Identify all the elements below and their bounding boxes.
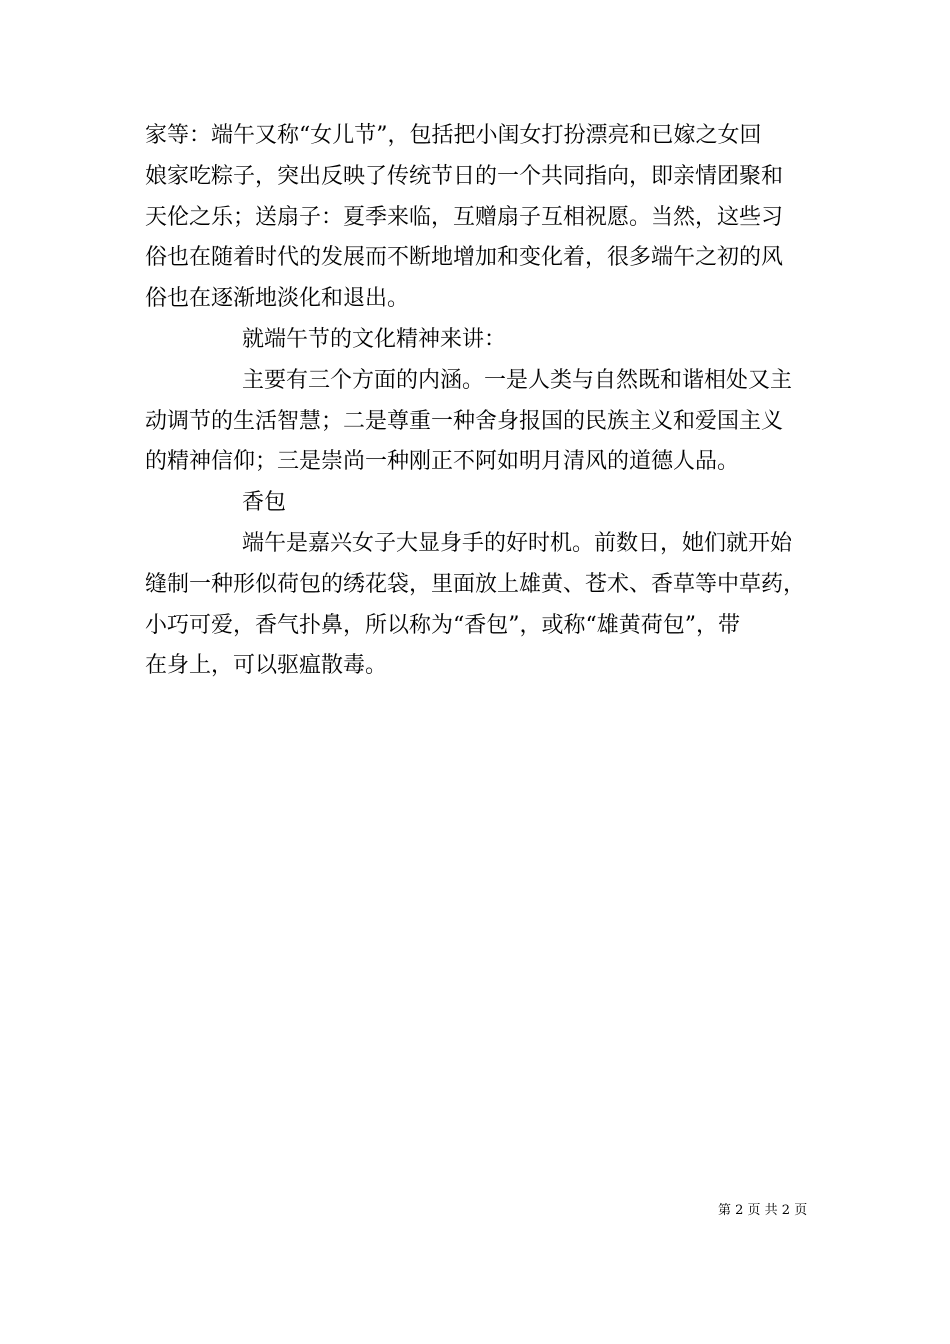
text-line: 小巧可爱，香气扑鼻，所以称为“香包”，或称“雄黄荷包”，带 — [145, 612, 740, 638]
text-line: 端午是嘉兴女子大显身手的好时机。前数日，她们就开始 — [242, 530, 793, 556]
text-line: 的精神信仰；三是崇尚一种刚正不阿如明月清风的道德人品。 — [145, 449, 740, 475]
text-line: 动调节的生活智慧；二是尊重一种舍身报国的民族主义和爱国主义 — [145, 408, 784, 434]
text-line: 家等：端午又称“女儿节”，包括把小闺女打扮漂亮和已嫁之女回 — [145, 123, 762, 148]
text-line: 主要有三个方面的内涵。一是人类与自然既和谐相处又主 — [242, 367, 793, 393]
text-line: 天伦之乐；送扇子：夏季来临，互赠扇子互相祝愿。当然，这些习 — [145, 204, 784, 230]
section-heading-culture: 就端午节的文化精神来讲： — [242, 326, 507, 352]
text-line: 俗也在逐渐地淡化和退出。 — [145, 286, 410, 312]
document-body — [145, 116, 810, 687]
section-heading-sachet: 香包 — [242, 490, 287, 516]
page-number-footer: 第 2 页 共 2 页 — [718, 1203, 808, 1218]
text-line: 娘家吃粽子，突出反映了传统节日的一个共同指向，即亲情团聚和 — [145, 163, 784, 189]
text-line: 缝制一种形似荷包的绣花袋，里面放上雄黄、苍术、香草等中草药， — [145, 571, 806, 597]
text-line: 在身上，可以驱瘟散毒。 — [145, 653, 388, 679]
text-line: 俗也在随着时代的发展而不断地增加和变化着，很多端午之初的风 — [145, 245, 784, 271]
